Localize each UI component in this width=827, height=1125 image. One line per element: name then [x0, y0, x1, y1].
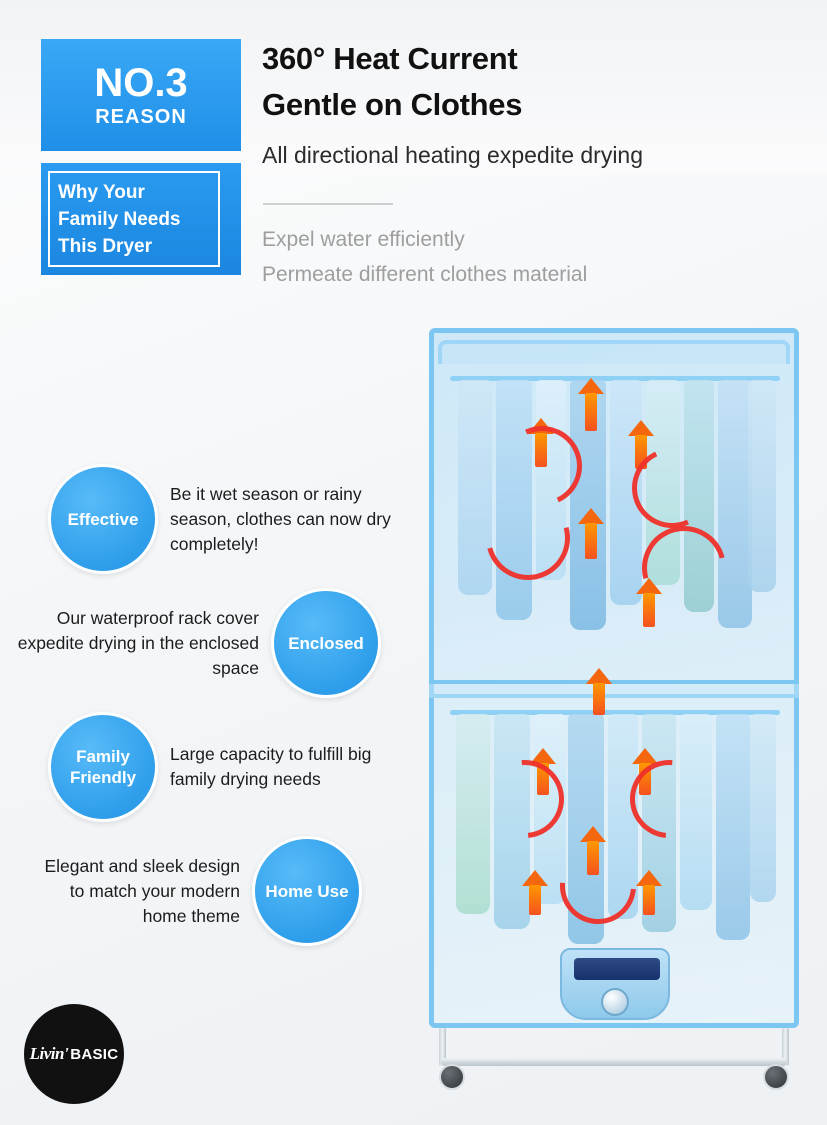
- reason-number: NO.3: [94, 61, 188, 105]
- feature-bubble-home-use: Home Use: [252, 836, 362, 946]
- control-panel-icon: [574, 958, 660, 980]
- feature-text-family-friendly: Large capacity to fulfill big family drying needs: [170, 744, 372, 789]
- caster-wheel-icon: [439, 1064, 465, 1090]
- garment: [750, 714, 776, 902]
- reason-number-badge: [41, 39, 241, 151]
- garment: [716, 714, 750, 940]
- garment: [718, 380, 752, 628]
- garment: [748, 380, 776, 592]
- header-notes: [262, 222, 587, 292]
- rack-base: [429, 1028, 799, 1078]
- feature-text-effective: Be it wet season or rainy season, clothes can now dry completely!: [170, 483, 391, 554]
- feature-bubble-family-friendly: Family Friendly: [48, 712, 158, 822]
- header-section: [0, 0, 827, 300]
- reason-label: REASON: [95, 106, 187, 128]
- why-box: [41, 163, 241, 275]
- control-unit: [560, 948, 670, 1020]
- feature-effective: [48, 464, 415, 574]
- why-box-text: Why Your Family Needs This Dryer: [58, 181, 181, 257]
- garment: [458, 380, 492, 595]
- feature-enclosed: [14, 588, 381, 698]
- middle-shelf: [429, 680, 799, 698]
- feature-bubble-enclosed: Enclosed: [271, 588, 381, 698]
- feature-family-friendly: [48, 712, 400, 822]
- page-title-line1: 360° Heat Current: [262, 41, 518, 76]
- caster-wheel-icon: [763, 1064, 789, 1090]
- page-title: [262, 36, 522, 128]
- feature-bubble-effective: Effective: [48, 464, 158, 574]
- feature-home-use: [40, 836, 362, 946]
- why-box-frame: [48, 171, 220, 267]
- brand-logo-livin: Livin': [29, 1044, 69, 1063]
- dial-knob-icon: [601, 988, 629, 1016]
- product-illustration: [410, 318, 822, 1100]
- garments-lower: [450, 714, 780, 959]
- brand-logo: [24, 1004, 124, 1104]
- garment: [456, 714, 490, 914]
- header-note-line2: Permeate different clothes material: [262, 263, 588, 286]
- rack-foot-bar: [441, 1058, 787, 1066]
- page-subtitle: All directional heating expedite drying: [262, 142, 644, 168]
- feature-text-home-use: Elegant and sleek design to match your modern home theme: [44, 855, 240, 926]
- brand-logo-basic: BASIC: [70, 1045, 119, 1063]
- header-note-line1: Expel water efficiently: [262, 228, 465, 251]
- header-divider: [263, 203, 393, 205]
- feature-text-enclosed: Our waterproof rack cover expedite drying in the enclosed space: [17, 607, 259, 678]
- page-title-line2: Gentle on Clothes: [262, 87, 523, 122]
